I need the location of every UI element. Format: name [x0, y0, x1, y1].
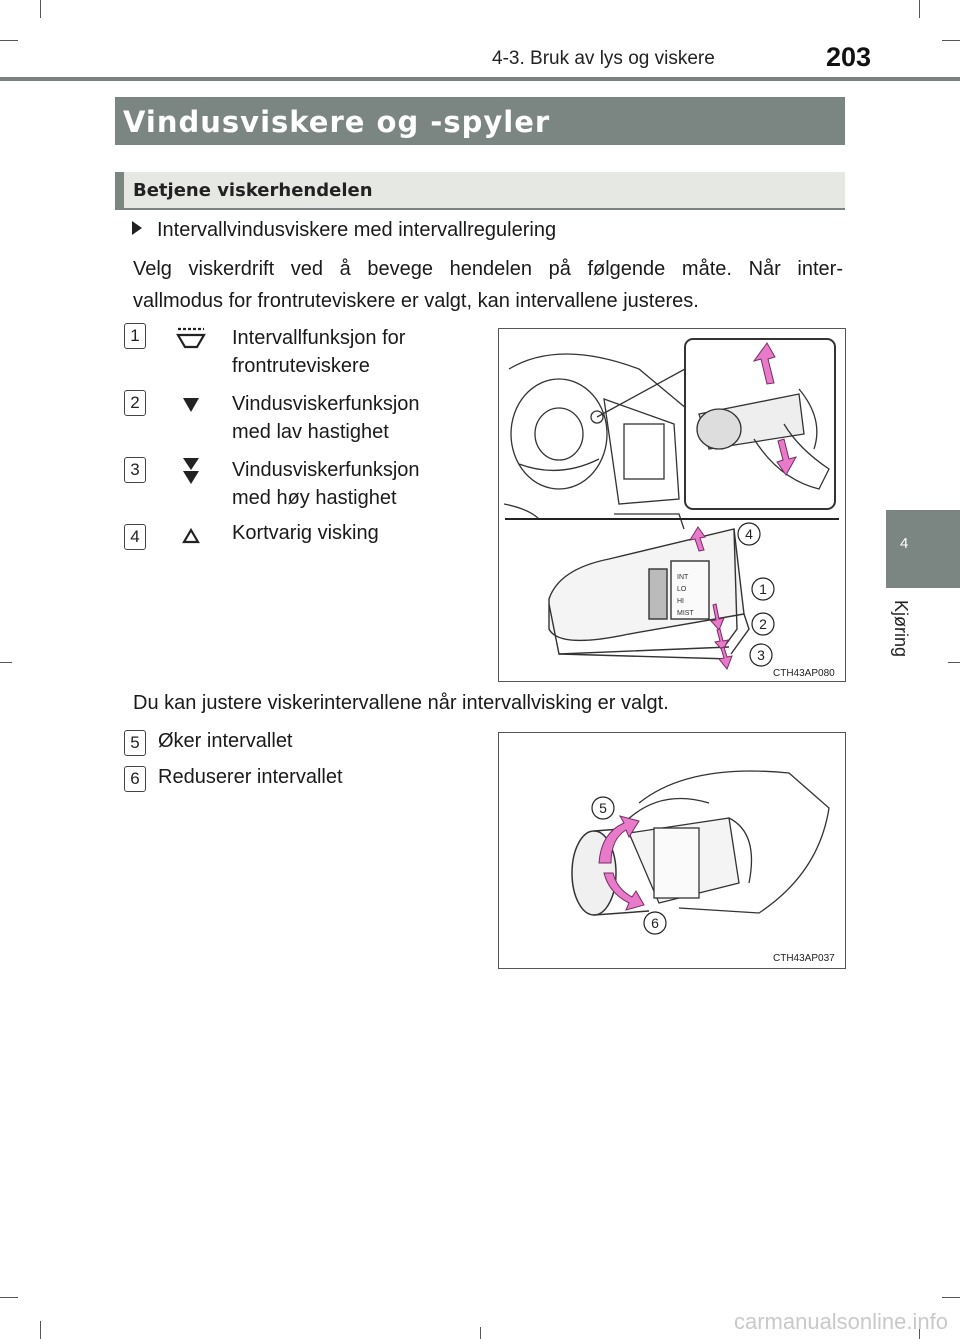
- mode-1-line-2: frontruteviskere: [232, 355, 370, 377]
- high-speed-wiper-icon: [180, 456, 202, 486]
- mode-2-line-2: med lav hastighet: [232, 421, 389, 443]
- callout-number: 2: [124, 390, 146, 416]
- intermittent-wiper-icon: [174, 323, 208, 351]
- lever-marking: LO: [677, 586, 687, 593]
- callout-5: 5: [599, 800, 607, 816]
- figure-interval-dial: [498, 732, 846, 969]
- bullet-triangle-icon: [132, 221, 142, 235]
- callout-3: 3: [757, 647, 765, 663]
- mode-1-line-1: Intervallfunksjon for: [232, 327, 406, 349]
- crop-mark: [919, 0, 920, 18]
- subsection-accent: [115, 172, 124, 210]
- crop-mark: [942, 40, 960, 41]
- lever-marking: HI: [677, 598, 684, 605]
- lever-marking: INT: [677, 574, 689, 581]
- callout-number: 6: [124, 766, 146, 792]
- crop-mark: [480, 1327, 481, 1339]
- wiper-lever-illustration: [499, 329, 845, 681]
- callout-4: 4: [745, 526, 753, 542]
- intro-line-2: vallmodus for frontruteviskere er valgt, kan intervallene justeres.: [133, 290, 699, 312]
- section-title: 4-3. Bruk av lys og viskere: [492, 48, 715, 69]
- chapter-label: Kjøring: [891, 600, 911, 658]
- crop-mark: [40, 0, 41, 18]
- callout-6: 6: [651, 915, 659, 931]
- intro-line-1: Velg viskerdrift ved å bevege hendelen på følgende måte. Når inter-: [133, 258, 843, 280]
- subsection-title: Betjene viskerhendelen: [133, 180, 373, 201]
- callout-number: 4: [124, 524, 146, 550]
- mode-3-line-2: med høy hastighet: [232, 487, 397, 509]
- figure-1-caption: CTH43AP080: [773, 668, 835, 679]
- callout-1: 1: [759, 581, 767, 597]
- callout-number: 3: [124, 457, 146, 483]
- mode-2-line-1: Vindusviskerfunksjon: [232, 393, 420, 415]
- callout-2: 2: [759, 616, 767, 632]
- chapter-number: 4: [900, 535, 909, 552]
- header-rule: [0, 77, 960, 81]
- crop-mark: [0, 662, 12, 663]
- page-number: 203: [826, 42, 872, 72]
- lever-marking: MIST: [677, 610, 694, 617]
- mode-3-line-1: Vindusviskerfunksjon: [232, 459, 420, 481]
- crop-mark: [948, 662, 960, 663]
- interval-item-decrease: Reduserer intervallet: [158, 766, 343, 788]
- intro-paragraph: [133, 253, 843, 317]
- crop-mark: [942, 1297, 960, 1298]
- footer-watermark[interactable]: carmanualsonline.info: [733, 1309, 948, 1334]
- interval-paragraph: Du kan justere viskerintervallene når intervallvisking er valgt.: [133, 692, 669, 714]
- callout-number: 5: [124, 730, 146, 756]
- interval-dial-illustration: [499, 733, 845, 968]
- crop-mark: [0, 1297, 18, 1298]
- figure-wiper-lever: [498, 328, 846, 682]
- mode-4-line-1: Kortvarig visking: [232, 522, 379, 544]
- interval-item-increase: Øker intervallet: [158, 730, 293, 752]
- bullet-heading: Intervallvindusviskere med intervallregulering: [157, 219, 557, 241]
- crop-mark: [0, 40, 18, 41]
- chapter-tab: [886, 510, 960, 588]
- mist-wiper-icon: [181, 527, 201, 545]
- low-speed-wiper-icon: [180, 396, 202, 414]
- page-title: Vindusviskere og -spyler: [123, 105, 551, 139]
- figure-2-caption: CTH43AP037: [773, 953, 835, 964]
- crop-mark: [40, 1321, 41, 1339]
- callout-number: 1: [124, 323, 146, 349]
